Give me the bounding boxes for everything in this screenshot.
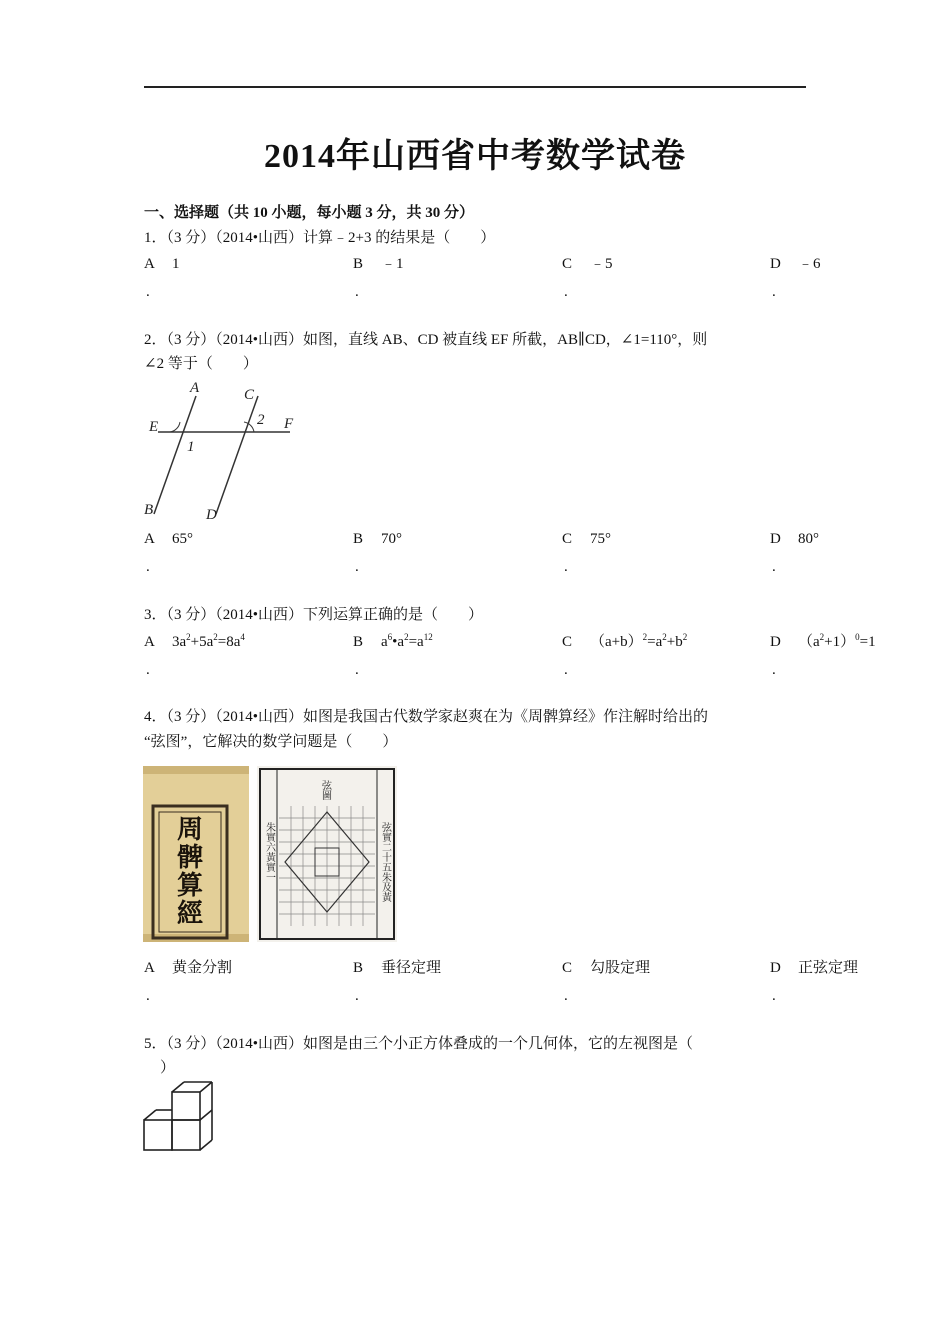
option-dot: . — [146, 284, 150, 300]
option-dot: . — [564, 284, 568, 300]
question-3-option-b[interactable]: B $a^6•a^2=a^{12}$ — [353, 632, 433, 650]
question-4-option-d[interactable]: D 正弦定理 — [770, 960, 859, 976]
option-dot: . — [772, 559, 776, 575]
question-5-stem-line2: ） — [160, 1060, 176, 1076]
header-rule — [144, 86, 806, 88]
question-3-stem: 3．（3 分）（2014•山西）下列运算正确的是（ ） — [144, 607, 484, 623]
xian-tu-left-caption: 朱實六黃實一 — [263, 822, 275, 882]
xian-tu-title: 弦圖 — [319, 780, 331, 800]
figure-label-c: C — [244, 387, 255, 403]
figure-label-2: 2 — [257, 412, 265, 428]
section-heading: 一、选择题（共 10 小题，每小题 3 分，共 30 分） — [144, 205, 475, 221]
question-1-option-b[interactable]: B ﹣1 — [353, 256, 404, 272]
figure-label-1: 1 — [187, 439, 195, 455]
figure-label-e: E — [149, 419, 159, 435]
question-1-stem: 1．（3 分）（2014•山西）计算﹣2+3 的结果是（ ） — [144, 230, 496, 246]
figure-label-b: B — [144, 502, 154, 518]
question-5-stem-line1: 5．（3 分）（2014•山西）如图是由三个小正方体叠成的一个几何体，它的左视图是（ — [144, 1036, 694, 1052]
option-dot: . — [355, 988, 359, 1004]
xian-tu-diagram — [257, 766, 397, 942]
book-title-char: 經 — [176, 899, 204, 929]
option-dot: . — [146, 662, 150, 678]
question-1-option-c[interactable]: C ﹣5 — [562, 256, 613, 272]
option-dot: . — [772, 284, 776, 300]
zhoubi-suanjing-book-cover — [143, 766, 249, 942]
question-1-option-d[interactable]: D ﹣6 — [770, 256, 821, 272]
option-dot: . — [146, 988, 150, 1004]
question-4-option-b[interactable]: B 垂径定理 — [353, 960, 442, 976]
question-4-option-c[interactable]: C 勾股定理 — [562, 960, 651, 976]
question-1-option-a[interactable]: A 1 — [144, 256, 180, 272]
page-title: 2014年山西省中考数学试卷 — [264, 138, 686, 175]
question-2-option-d[interactable]: D 80° — [770, 531, 819, 547]
book-title-char: 髀 — [176, 843, 204, 873]
question-2-stem-line1: 2．（3 分）（2014•山西）如图，直线 AB、CD 被直线 EF 所截，AB∥CD，∠1=110°，则 — [144, 332, 708, 348]
question-2-option-c[interactable]: C 75° — [562, 531, 611, 547]
book-title-char: 周 — [176, 815, 204, 845]
option-dot: . — [564, 988, 568, 1004]
option-dot: . — [355, 284, 359, 300]
question-2-option-b[interactable]: B 70° — [353, 531, 402, 547]
xian-tu-right-caption: 弦實二十五朱及黃 — [379, 822, 391, 902]
parallel-lines-figure — [140, 378, 310, 526]
stacked-cubes-figure — [142, 1080, 218, 1154]
question-2-option-a[interactable]: A 65° — [144, 531, 193, 547]
question-3-option-c[interactable]: C $(a+b)^2=a^2+b^2$ — [562, 632, 688, 650]
option-dot: . — [355, 662, 359, 678]
figure-label-f: F — [284, 416, 294, 432]
question-3-option-a[interactable]: A $3a^2+5a^2=8a^4$ — [144, 632, 245, 650]
book-title-char: 算 — [176, 871, 204, 901]
question-4-stem-line2: “弦图”，它解决的数学问题是（ ） — [144, 734, 398, 750]
figure-label-a: A — [190, 380, 200, 396]
question-2-stem-line2: ∠2 等于（ ） — [144, 356, 258, 372]
option-dot: . — [564, 559, 568, 575]
option-dot: . — [564, 662, 568, 678]
option-dot: . — [146, 559, 150, 575]
question-4-option-a[interactable]: A 黄金分割 — [144, 960, 233, 976]
question-4-stem-line1: 4．（3 分）（2014•山西）如图是我国古代数学家赵爽在为《周髀算经》作注解时给出的 — [144, 709, 709, 725]
option-dot: . — [355, 559, 359, 575]
figure-label-d: D — [206, 507, 217, 523]
question-3-option-d[interactable]: D $(a^2+1)^0=1$ — [770, 632, 876, 650]
option-dot: . — [772, 662, 776, 678]
option-dot: . — [772, 988, 776, 1004]
